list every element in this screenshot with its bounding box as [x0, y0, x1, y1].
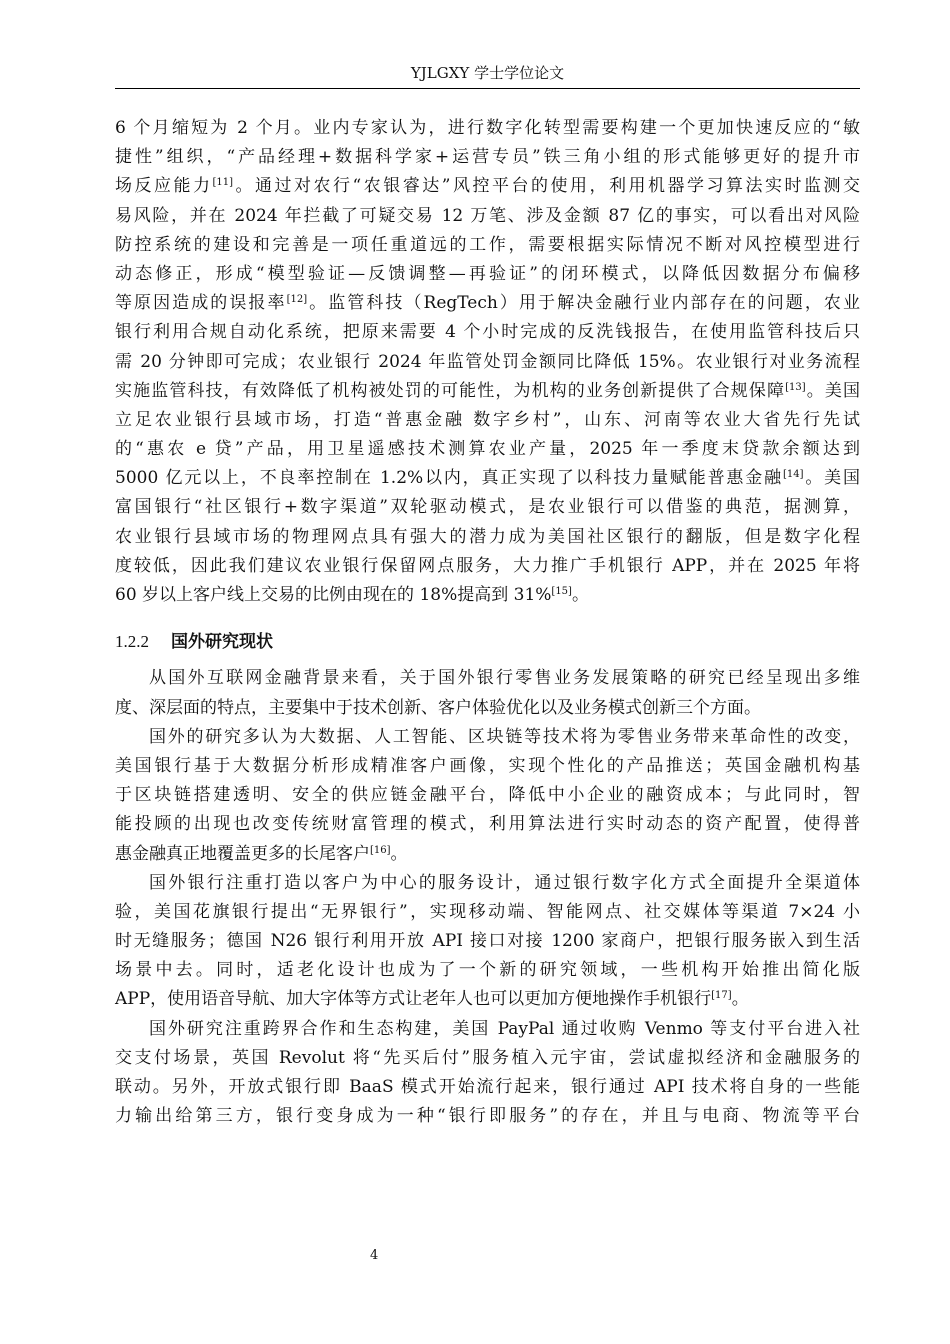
text-span: 惠金融真正地覆盖更多的长尾客户 [115, 843, 370, 864]
citation-ref: [13] [785, 381, 806, 393]
text-line: 需 20 分钟即可完成；农业银行 2024 年监管处罚金额同比降低 15%。农业银行对业务流程 [115, 351, 860, 372]
text-span: 。 [390, 843, 408, 864]
paragraph [115, 1015, 860, 1132]
text-span: 。美国 [805, 380, 861, 401]
text-line: 富国银行“社区银行+数字渠道”双轮驱动模式，是农业银行可以借鉴的典范，据测算， [115, 497, 860, 518]
text-line [115, 172, 860, 201]
text-span: 5000 亿元以上，不良率控制在 1.2%以内，真正实现了以科技力量赋能普惠金融 [115, 468, 783, 489]
text-span: 。 [731, 989, 749, 1010]
text-line: 动态修正，形成“模型验证—反馈调整—再验证”的闭环模式，以降低因数据分布偏移 [115, 263, 860, 284]
text-line: 美国银行基于大数据分析形成精准客户画像，实现个性化的产品推送；英国金融机构基 [115, 755, 860, 776]
section-title: 国外研究现状 [171, 632, 273, 653]
text-line [115, 289, 860, 318]
text-line: 能投顾的出现也改变传统财富管理的模式，利用算法进行实时动态的资产配置，使得普 [115, 814, 860, 835]
paragraph [115, 723, 860, 869]
text-line: 防控系统的建设和完善是一项任重道远的工作，需要根据实际情况不断对风控模型进行 [115, 234, 860, 255]
citation-ref: [12] [286, 294, 308, 306]
citation-ref: [15] [551, 586, 572, 597]
text-line: 的“惠农 e 贷”产品，用卫星遥感技术测算农业产量，2025 年一季度末贷款余额达到 [115, 439, 860, 460]
text-span: 场反应能力 [115, 176, 213, 197]
citation-ref: [17] [711, 990, 732, 1002]
text-span: 。 [571, 585, 589, 605]
text-span: APP，使用语音导航、加大字体等方式让老年人也可以更加方便地操作手机银行 [115, 989, 712, 1010]
citation-ref: [14] [782, 469, 804, 481]
text-line: 国外银行注重打造以客户为中心的服务设计，通过银行数字化方式全面提升全渠道体 [149, 872, 860, 893]
text-line: 立足农业银行县域市场，打造“普惠金融 数字乡村”，山东、河南等农业大省先行先试 [115, 409, 860, 430]
text-span: 。通过对农行“农银睿达”风控平台的使用，利用机器学习算法实时监测交 [233, 176, 860, 197]
text-line: 6 个月缩短为 2 个月。业内专家认为，进行数字化转型需要构建一个更加快速反应的“敏 [115, 118, 860, 138]
text-line: 度、深层面的特点，主要集中于技术创新、客户体验优化以及业务模式创新三个方面。 [115, 697, 761, 718]
running-header: YJLGXY 学士学位论文 [410, 64, 565, 82]
paragraph [115, 869, 860, 1015]
text-line: 交支付场景，英国 Revolut 将“先买后付”服务植入元宇宙，尝试虚拟经济和金融服务的 [115, 1047, 860, 1068]
page-body [115, 114, 860, 1131]
text-line: 农业银行县域市场的物理网点具有强大的潜力成为美国社区银行的翻版，但是数字化程 [115, 526, 860, 547]
text-line: 验，美国花旗银行提出“无界银行”，实现移动端、智能网点、社交媒体等渠道 7×24 小 [115, 901, 860, 922]
citation-ref: [16] [370, 844, 391, 856]
text-line: 国外的研究多认为大数据、人工智能、区块链等技术将为零售业务带来革命性的改变， [149, 726, 860, 747]
citation-ref: [11] [212, 177, 234, 189]
section-number: 1.2.2 [115, 632, 149, 652]
text-line [115, 840, 860, 869]
text-span: 。监管科技（RegTech）用于解决金融行业内部存在的问题，农业 [307, 293, 860, 314]
text-line: 国外研究注重跨界合作和生态构建，美国 PayPal 通过收购 Venmo 等支付平台进入社 [149, 1018, 860, 1039]
text-line: 联动。另外，开放式银行即 BaaS 模式开始流行起来，银行通过 API 技术将自身的一些能 [115, 1077, 860, 1097]
text-span: 。美国 [803, 468, 861, 489]
header-rule [115, 88, 860, 89]
section-heading [115, 627, 860, 656]
text-line [115, 581, 860, 610]
text-line: 度较低，因此我们建议农业银行保留网点服务，大力推广手机银行 APP，并在 2025 年将 [115, 555, 860, 576]
text-line: 场景中去。同时，适老化设计也成为了一个新的研究领域，一些机构开始推出简化版 [115, 960, 860, 981]
text-line: 捷性”组织，“产品经理+数据科学家+运营专员”铁三角小组的形式能够更好的提升市 [115, 147, 860, 168]
text-line [115, 985, 860, 1014]
text-span: 60 岁以上客户线上交易的比例由现在的 18%提高到 31% [115, 585, 552, 605]
page-number: 4 [370, 1248, 379, 1263]
paragraph [115, 664, 860, 722]
text-line [115, 464, 860, 493]
text-span: 等原因造成的误报率 [115, 293, 287, 314]
text-line: 银行利用合规自动化系统，把原来需要 4 个小时完成的反洗钱报告，在使用监管科技后只 [115, 322, 860, 343]
text-span: 实施监管科技，有效降低了机构被处罚的可能性，为机构的业务创新提供了合规保障 [115, 380, 786, 401]
text-line [115, 377, 860, 406]
text-line: 时无缝服务；德国 N26 银行利用开放 API 接口对接 1200 家商户，把银行服务嵌入到生活 [115, 931, 860, 952]
text-line: 从国外互联网金融背景来看，关于国外银行零售业务发展策略的研究已经呈现出多维 [149, 668, 860, 689]
text-line: 力输出给第三方，银行变身成为一种“银行即服务”的存在，并且与电商、物流等平台 [115, 1106, 860, 1127]
paragraph [115, 114, 860, 610]
text-line: 于区块链搭建透明、安全的供应链金融平台，降低中小企业的融资成本；与此同时，智 [115, 785, 860, 806]
text-line: 易风险，并在 2024 年拦截了可疑交易 12 万笔、涉及金额 87 亿的事实，可以看出对风险 [115, 205, 860, 226]
